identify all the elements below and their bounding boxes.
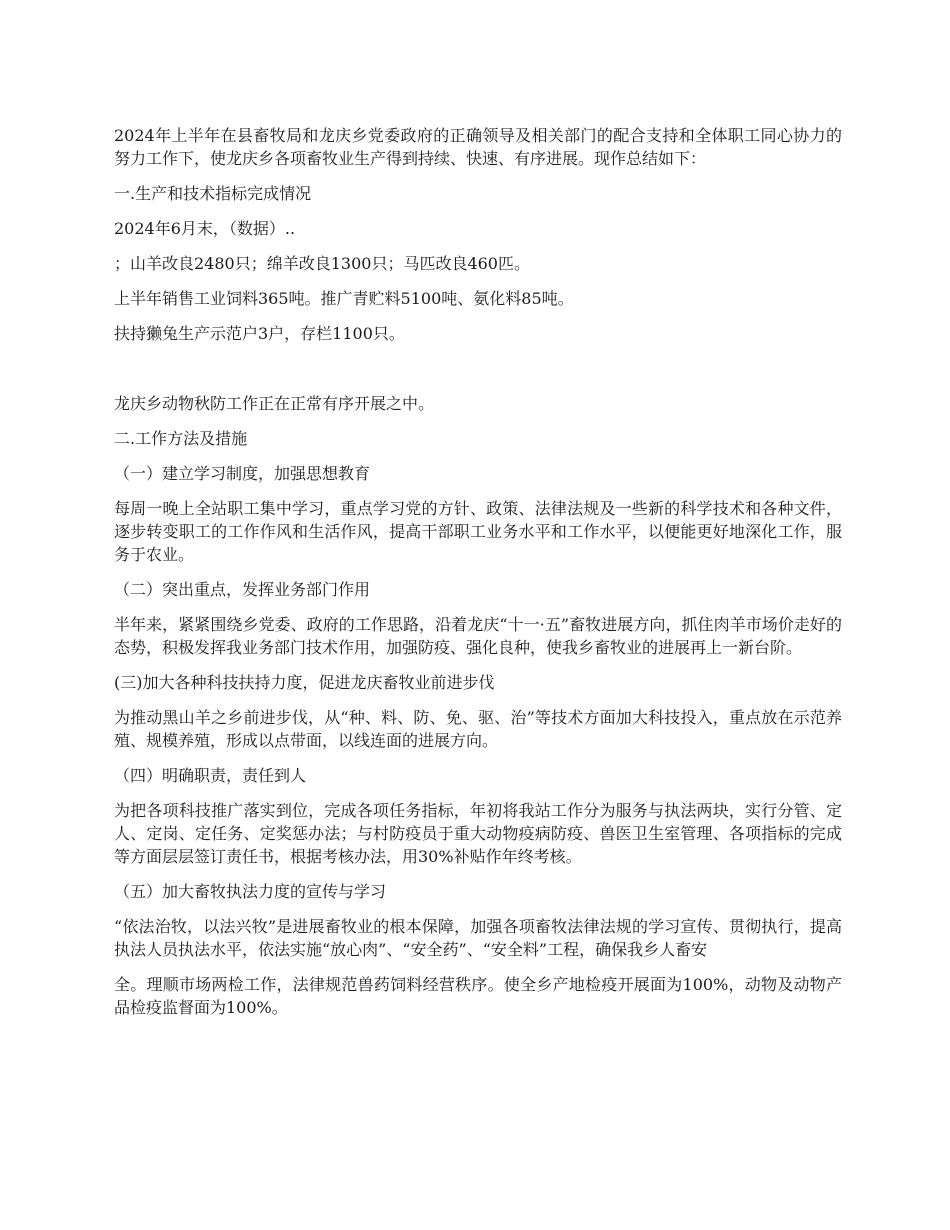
paragraph-law-enforcement: “依法治牧，以法兴牧”是进展畜牧业的根本保障，加强各项畜牧法律法规的学习宣传、贯彻执行，提高执法人员执法水平，依法实施“放心肉”、“安全药”、“安全料”工程，确保我乡人畜安 bbox=[114, 917, 842, 959]
subheading-key-points: （二）突出重点，发挥业务部门作用 bbox=[114, 580, 371, 599]
intro-paragraph: 2024年上半年在县畜牧局和龙庆乡党委政府的正确领导及相关部门的配合支持和全体职工同心协力的努力工作下，使龙庆乡各项畜牧业生产得到持续、快速、有序进展。现作总结如下： bbox=[114, 126, 842, 168]
stat-line-feed: 上半年销售工业饲料365吨。推广青贮料5100吨、氨化料85吨。 bbox=[114, 289, 574, 308]
subheading-responsibility: （四）明确职责，责任到人 bbox=[114, 766, 307, 785]
paragraph-study-system: 每周一晚上全站职工集中学习，重点学习党的方针、政策、法律法规及一些新的科学技术和各种文件，逐步转变职工的工作作风和生活作风，提高干部职工业务水平和工作水平，以便能更好地深化工作，服务于农业。 bbox=[114, 499, 842, 564]
subheading-study-system: （一）建立学习制度，加强思想教育 bbox=[114, 464, 371, 483]
subheading-tech-support: (三)加大各种科技扶持力度，促进龙庆畜牧业前进步伐 bbox=[114, 673, 495, 692]
paragraph-tech-support: 为推动黑山羊之乡前进步伐，从“种、料、防、免、驱、治”等技术方面加大科技投入，重点放在示范养殖、规模养殖，形成以点带面，以线连面的进展方向。 bbox=[114, 708, 842, 750]
paragraph-law-enforcement-cont: 全。理顺市场两检工作，法律规范兽药饲料经营秩序。使全乡产地检疫开展面为100%，动物及动物产品检疫监督面为100%。 bbox=[114, 975, 842, 1017]
subheading-law-enforcement: （五）加大畜牧执法力度的宣传与学习 bbox=[114, 882, 387, 901]
stat-line-breeding: ；山羊改良2480只；绵羊改良1300只；马匹改良460匹。 bbox=[114, 254, 530, 273]
blank-spacer bbox=[114, 357, 842, 392]
stat-line-date: 2024年6月末，（数据）.. bbox=[114, 219, 296, 238]
paragraph-responsibility: 为把各项科技推广落实到位，完成各项任务指标，年初将我站工作分为服务与执法两块，实行分管、定人、定岗、定任务、定奖惩办法；与村防疫员于重大动物疫病防疫、兽医卫生室管理、各项指标的完成等方面层层签订责任书，根据考核办法，用30%补贴作年终考核。 bbox=[114, 801, 842, 866]
document-body bbox=[114, 124, 842, 1031]
section-heading-production: 一.生产和技术指标完成情况 bbox=[114, 184, 312, 203]
section-heading-methods: 二.工作方法及措施 bbox=[114, 429, 248, 448]
autumn-prevention-line: 龙庆乡动物秋防工作正在正常有序开展之中。 bbox=[114, 394, 435, 413]
paragraph-key-points: 半年来，紧紧围绕乡党委、政府的工作思路，沿着龙庆“十一·五”畜牧进展方向，抓住肉羊市场价走好的态势，积极发挥我业务部门技术作用，加强防疫、强化良种，使我乡畜牧业的进展再上一新台阶。 bbox=[114, 615, 842, 657]
stat-line-rabbit: 扶持獭兔生产示范户3户，存栏1100只。 bbox=[114, 324, 405, 343]
